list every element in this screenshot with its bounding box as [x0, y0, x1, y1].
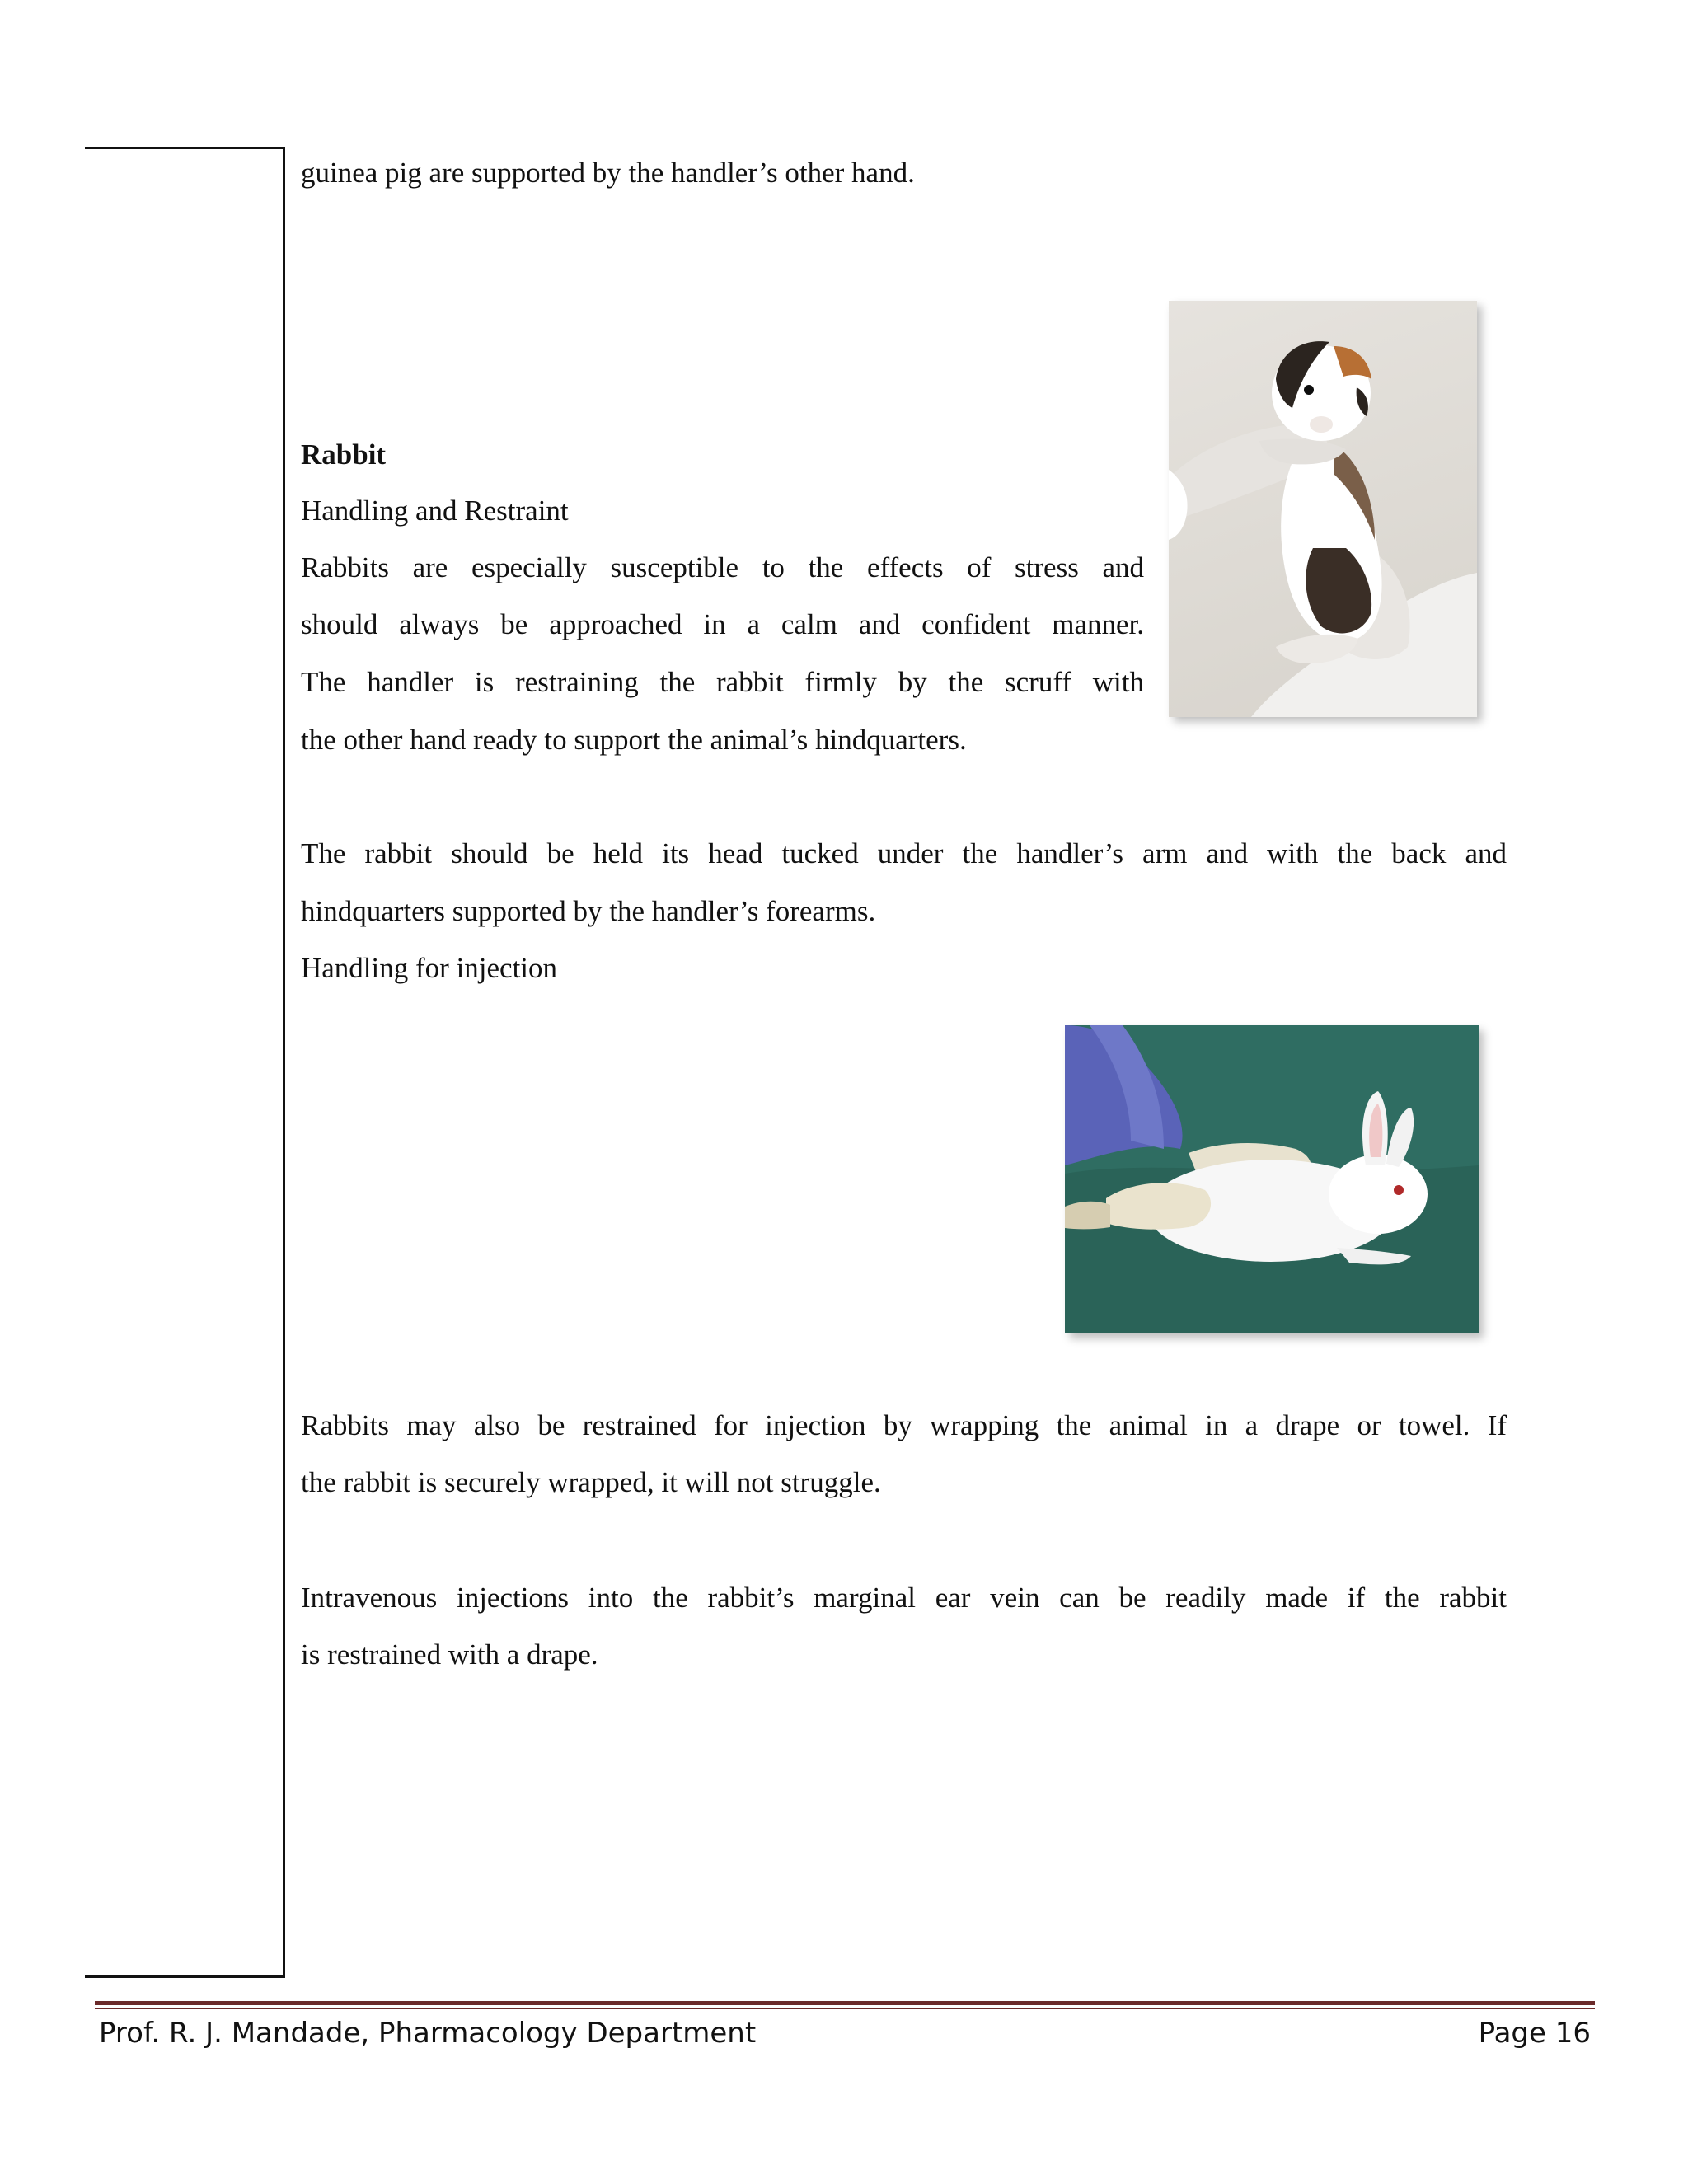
- footer-rule-thin: [95, 2008, 1595, 2009]
- footer-author: Prof. R. J. Mandade, Pharmacology Department: [99, 2017, 757, 2050]
- margin-frame-right: [283, 147, 285, 1978]
- rabbit-injection-photo: [1065, 1025, 1479, 1333]
- restraint-line-1: Rabbits are especially susceptible to the effects of stress and: [301, 551, 1144, 583]
- subheading-injection: Handling for injection: [301, 952, 558, 984]
- hold-line-2: hindquarters supported by the handler’s forearms.: [301, 895, 876, 927]
- restraint-line-4: the other hand ready to support the animal’s hindquarters.: [301, 724, 967, 756]
- margin-frame-top: [85, 147, 285, 149]
- guinea-pig-photo: [1169, 301, 1477, 717]
- drape-line-1: Rabbits may also be restrained for injection by wrapping the animal in a drape or towel. If: [301, 1409, 1507, 1441]
- hold-line-1: The rabbit should be held its head tucked under the handler’s arm and with the back and: [301, 837, 1507, 869]
- iv-line-2: is restrained with a drape.: [301, 1638, 598, 1671]
- subheading-restraint: Handling and Restraint: [301, 494, 569, 527]
- restraint-line-2: should always be approached in a calm and confident manner.: [301, 608, 1144, 640]
- restraint-line-3: The handler is restraining the rabbit firmly by the scruff with: [301, 666, 1144, 698]
- drape-line-2: the rabbit is securely wrapped, it will not struggle.: [301, 1466, 881, 1498]
- margin-frame-bottom: [85, 1975, 285, 1978]
- iv-line-1: Intravenous injections into the rabbit’s marginal ear vein can be readily made if the rabbit: [301, 1582, 1507, 1614]
- section-title: Rabbit: [301, 438, 387, 471]
- footer-page-number: Page 16: [1478, 2017, 1591, 2050]
- footer-rule: [95, 2001, 1595, 2005]
- intro-line: guinea pig are supported by the handler’s other hand.: [301, 157, 915, 189]
